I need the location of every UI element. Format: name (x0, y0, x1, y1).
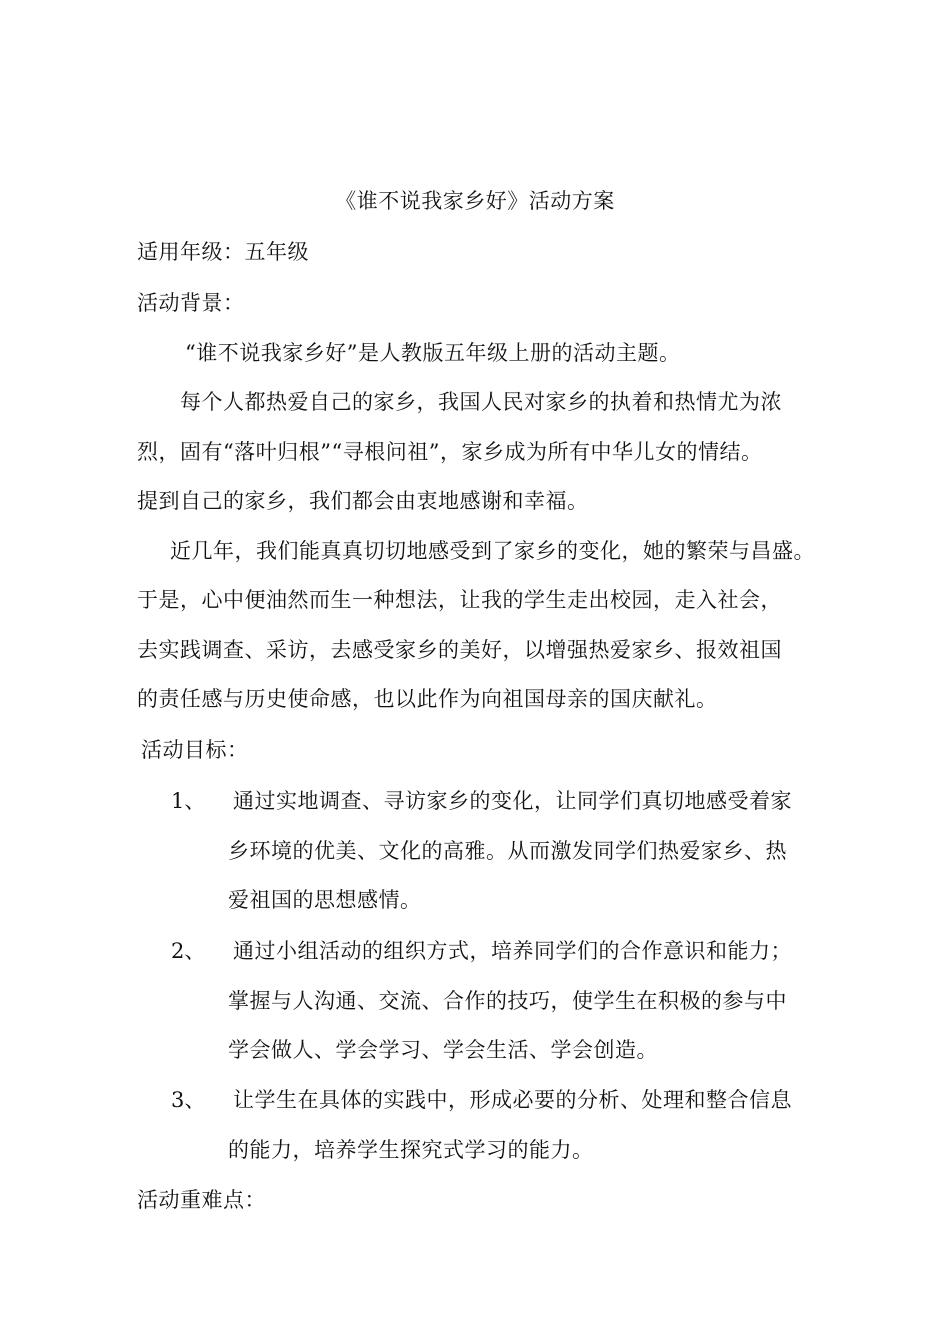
background-paragraph-2-line: 每个人都热爱自己的家乡，我国人民对家乡的执着和热情尤为浓 (180, 390, 782, 414)
goal-line: 的能力，培养学生探究式学习的能力。 (228, 1138, 594, 1162)
goal-number: 3、 (171, 1088, 206, 1112)
key-points-heading: 活动重难点： (137, 1188, 266, 1212)
goal-line: 乡环境的优美、文化的高雅。从而激发同学们热爱家乡、热 (228, 839, 787, 863)
background-paragraph-3-line: 的责任感与历史使命感，也以此作为向祖国母亲的国庆献礼。 (137, 687, 718, 711)
background-paragraph-3-line: 于是，心中便油然而生一种想法，让我的学生走出校园，走入社会， (137, 588, 782, 612)
goal-line: 通过小组活动的组织方式，培养同学们的合作意识和能力； (233, 939, 792, 963)
goal-number: 1、 (171, 789, 206, 813)
goal-line: 爱祖国的思想感情。 (228, 888, 422, 912)
goal-line: 掌握与人沟通、交流、合作的技巧，使学生在积极的参与中 (228, 989, 787, 1013)
background-paragraph-1: “谁不说我家乡好”是人教版五年级上册的活动主题。 (185, 341, 681, 365)
background-paragraph-2-line: 烈，固有“落叶归根”“寻根问祖”，家乡成为所有中华儿女的情结。 (137, 440, 763, 464)
goals-heading: 活动目标： (141, 738, 249, 762)
background-paragraph-3-line: 近几年，我们能真真切切地感受到了家乡的变化，她的繁荣与昌盛。 (170, 539, 815, 563)
background-paragraph-3-line: 去实践调查、采访，去感受家乡的美好，以增强热爱家乡、报效祖国 (137, 638, 782, 662)
grade-line: 适用年级：五年级 (137, 240, 309, 264)
background-heading: 活动背景： (137, 291, 245, 315)
goal-line: 通过实地调查、寻访家乡的变化，让同学们真切地感受着家 (233, 789, 792, 813)
goal-number: 2、 (171, 939, 206, 963)
document-title: 《谁不说我家乡好》活动方案 (335, 189, 615, 213)
goal-line: 学会做人、学会学习、学会生活、学会创造。 (228, 1038, 658, 1062)
background-paragraph-2-line: 提到自己的家乡，我们都会由衷地感谢和幸福。 (137, 489, 589, 513)
goal-line: 让学生在具体的实践中，形成必要的分析、处理和整合信息 (233, 1088, 792, 1112)
